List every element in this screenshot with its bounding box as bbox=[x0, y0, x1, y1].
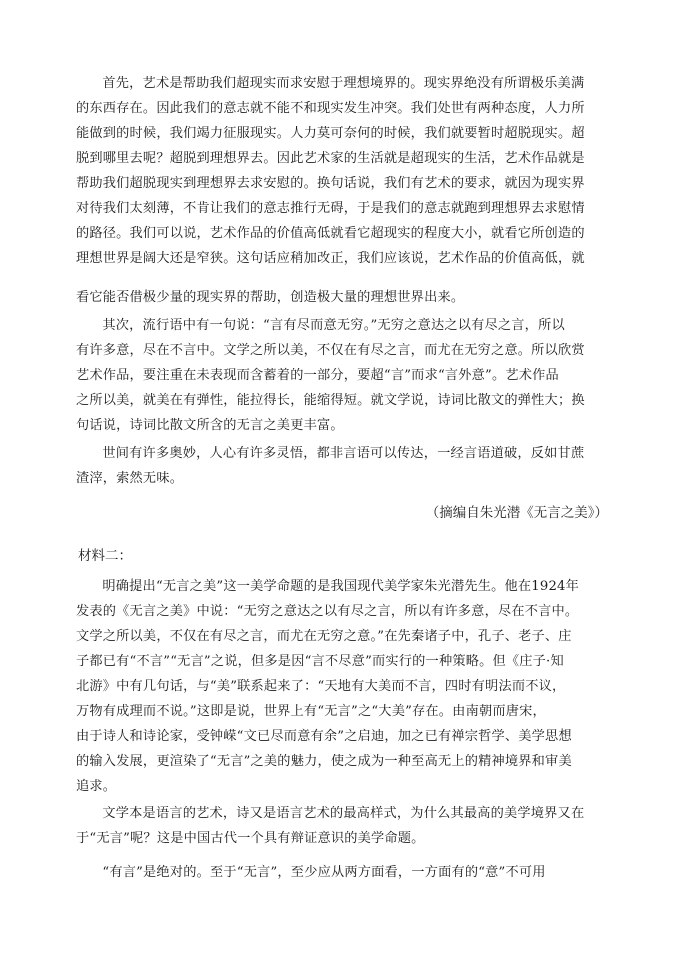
text-line: 能做到的时候，我们竭力征服现实。人力莫可奈何的时候，我们就要暂时超脱现实。超 bbox=[76, 126, 585, 141]
text-line: 于“无言”呢？这是中国古代一个具有辩证意识的美学命题。 bbox=[76, 831, 425, 846]
source-citation: （摘编自朱光潜《无言之美》） bbox=[425, 505, 608, 521]
material2-paragraph-2 bbox=[76, 801, 614, 851]
text-line: 对待我们太刻薄，不肯让我们的意志推行无碍，于是我们的意志就跑到理想界去求慰情 bbox=[76, 201, 585, 216]
text-line: 首先，艺术是帮助我们超现实而求安慰于理想境界的。现实界绝没有所谓极乐美满 bbox=[102, 76, 585, 91]
material1-paragraph-3 bbox=[76, 441, 614, 491]
text-line: 世间有许多奥妙，人心有许多灵悟，都非言语可以传达，一经言语道破，反如甘蔗 bbox=[102, 446, 585, 461]
text-line: 文学之所以美，不仅在有尽之言，而尤在无穷之意。”在先秦诸子中，孔子、老子、庄 bbox=[76, 629, 572, 644]
material1-paragraph-2 bbox=[76, 313, 614, 438]
text-line: 由于诗人和诗论家，受钟嵘“文已尽而意有余”之启迪，加之已有禅宗哲学、美学思想 bbox=[76, 729, 572, 744]
text-line: 的输入发展，更渲染了“无言”之美的魅力，使之成为一种至高无上的精神境界和审美 bbox=[76, 754, 572, 769]
material2-paragraph-3 bbox=[76, 860, 614, 885]
text-line: 明确提出“无言之美”这一美学命题的是我国现代美学家朱光潜先生。他在1924年 bbox=[102, 579, 580, 594]
material2-paragraph-1 bbox=[76, 574, 614, 799]
text-line: 脱到哪里去呢？超脱到理想界去。因此艺术家的生活就是超现实的生活，艺术作品就是 bbox=[76, 151, 585, 166]
text-line: 看它能否借极少量的现实界的帮助，创造极大量的理想世界出来。 bbox=[76, 290, 465, 305]
text-line: 的东西存在。因此我们的意志就不能不和现实发生冲突。我们处世有两种态度，人力所 bbox=[76, 101, 585, 116]
text-line: 发表的《无言之美》中说：“无穷之意达之以有尽之言，所以有许多意，尽在不言中。 bbox=[76, 604, 579, 619]
text-line: 文学本是语言的艺术，诗又是语言艺术的最高样式，为什么其最高的美学境界又在 bbox=[102, 806, 585, 821]
material2-heading: 材料二： bbox=[78, 548, 132, 564]
text-line: 理想世界是阔大还是窄狭。这句话应稍加改正，我们应该说，艺术作品的价值高低，就 bbox=[76, 251, 585, 266]
text-line: 子都已有“不言”“无言”之说，但多是因“言不尽意”而实行的一种策略。但《庄子·知 bbox=[76, 654, 564, 669]
material1-paragraph-1 bbox=[76, 71, 614, 310]
text-line: 追求。 bbox=[76, 779, 117, 794]
text-line: 有许多意，尽在不言中。文学之所以美，不仅在有尽之言，而尤在无穷之意。所以欣赏 bbox=[76, 343, 585, 358]
text-line: 句话说，诗词比散文所含的无言之美更丰富。 bbox=[76, 418, 344, 433]
text-line: 其次，流行语中有一句说：“言有尽而意无穷。”无穷之意达之以有尽之言，所以 bbox=[102, 318, 565, 333]
text-line: 北游》中有几句话，与“美”联系起来了：“天地有大美而不言，四时有明法而不议， bbox=[76, 679, 566, 694]
text-line: 艺术作品，要注重在未表现而含蓄着的一部分，要超“言”而求“言外意”。艺术作品 bbox=[76, 368, 559, 383]
text-line: 之所以美，就美在有弹性，能拉得长，能缩得短。就文学说，诗词比散文的弹性大；换 bbox=[76, 393, 585, 408]
text-line: 的路径。我们可以说，艺术作品的价值高低就看它超现实的程度大小，就看它所创造的 bbox=[76, 226, 585, 241]
text-line: 帮助我们超脱现实到理想界去求安慰的。换句话说，我们有艺术的要求，就因为现实界 bbox=[76, 176, 585, 191]
text-line: “有言”是绝对的。至于“无言”，至少应从两方面看，一方面有的“意”不可用 bbox=[102, 865, 546, 880]
text-line: 万物有成理而不说。”这即是说，世界上有“无言”之“大美”存在。由南朝而唐宋， bbox=[76, 704, 546, 719]
text-line: 渣滓，索然无味。 bbox=[76, 471, 184, 486]
